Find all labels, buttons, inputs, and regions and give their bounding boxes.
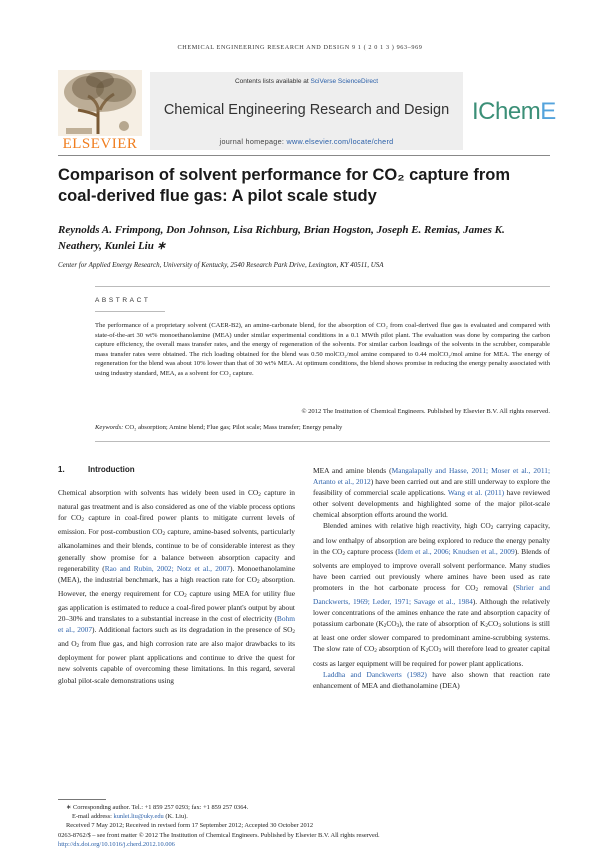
abstract-heading: ABSTRACT: [95, 297, 151, 304]
keywords-list: CO₂ absorption; Amine blend; Flue gas; Pilot scale; Mass transfer; Energy penalty: [123, 424, 343, 431]
citation-link[interactable]: Wang et al. (2011): [447, 488, 505, 498]
body-paragraph-1: Chemical absorption with solvents has widely been used in $CO_2$ capture in natural gas treatment and is also considered as one of the viable process options for $CO_2$ capture in coal-fired power plants to mitigate current levels of emission. For post-combustion $CO_2$ capture, amine-based solvents, particularly alkanolamines and their blends, continue to be of considerable interest as they generally show promise for a balance between absorption capacity and regenerability (Rao and Rubin, 2002; Notz et al., 2007). Monoethanolamine (MEA), the industrial benchmark, has a high reaction rate for $CO_2$ absorption. However, the energy requirement for $CO_2$ capture using MEA for utility flue gas application is estimated to reduce a coal-fired power plant's output by about 20–30% and translates to a substantial increase in the cost of electricity (Bohm et al., 2007). Additional factors such as its degradation in the presence of $SO_2$ and $O_2$ from flue gas, and high corrosion rate are also major drawbacks to its deployment for power plant applications and continue to drive the quest for new solvents capable of overcoming these limitations. In this regard, several global pilot-scale demonstrations using: [58, 488, 296, 685]
citation-link[interactable]: Bohm et al., 2007: [58, 614, 295, 635]
abstract-top-divider: [95, 286, 550, 287]
body-paragraph-2: MEA and amine blends (Mangalapally and Hasse, 2011; Moser et al., 2011; Artanto et al., 2012) have been carried out and are still underway to explore the feasibility of commercial scale applications. Wang et al. (2011) have reviewed other solvent developments and highlighted some of the major pilot-scale chemical absorption efforts around the world.: [313, 466, 550, 520]
sciencedirect-link[interactable]: SciVerse ScienceDirect: [310, 78, 379, 85]
section-heading: [58, 464, 295, 475]
citation-link[interactable]: Rao and Rubin, 2002; Notz et al., 2007: [104, 563, 230, 573]
email-link[interactable]: kunlei.liu@uky.edu: [113, 813, 164, 821]
running-head: CHEMICAL ENGINEERING RESEARCH AND DESIGN 9 1 ( 2 0 1 3 ) 963–969: [177, 44, 423, 51]
elsevier-wordmark: ELSEVIER: [62, 136, 138, 152]
body-paragraph-3: Blended amines with relative high reactivity, high $CO_2$ carrying capacity, and low enthalpy of absorption are being explored to reduce the energy penalty in the $CO_2$ capture process (Idem et al., 2006; Knudsen et al., 2009). Blends of solvents are employed to improve overall solvent performance. Many studies have been carried out previously where amines have been used as rate promoters in the hot carbonate process for $CO_2$ removal (Shrier and Danckwerts, 1969; Leder, 1971; Savage et al., 1984). Although the relatively lower concentrations of the amines enhance the rate and absorption capacity of potassium carbonate $(K_2CO_3)$, the rate of absorption of $K_2CO_3$ solutions is still at least one order slower compared to predominant amine-scrubbing systems. The slow rate of $CO_2$ absorption of $K_2CO_3$ will therefore lead to greater capital costs as larger equipment will be required for power plant applications.: [313, 521, 550, 668]
abstract-heading-rule: [95, 311, 165, 312]
homepage-prefix: journal homepage:: [219, 137, 287, 146]
author-list: Reynolds A. Frimpong, Don Johnson, Lisa Richburg, Brian Hogston, Joseph E. Remias, James K. Neathery, Kunlei Liu ∗: [58, 224, 505, 252]
body-column-left: [58, 464, 295, 686]
issn-line: 0263-8762/$ – see front matter © 2012 The Institution of Chemical Engineers. Published by Elsevier B.V. All rights reserved.: [58, 831, 380, 839]
body-column-right: [313, 465, 550, 691]
ichem-logo-e: E: [540, 98, 556, 125]
corresponding-author-note: ∗ Corresponding author. Tel.: +1 859 257 0293; fax: +1 859 257 0364.: [66, 804, 249, 811]
section-title: Introduction: [88, 465, 135, 474]
citation-link[interactable]: Idem et al., 2006; Knudsen et al., 2009: [397, 546, 515, 556]
masthead-divider: [58, 155, 550, 156]
doi-link[interactable]: http://dx.doi.org/10.1016/j.cherd.2012.10.006: [58, 840, 175, 848]
citation-link[interactable]: Mangalapally and Hasse, 2011; Moser et al., 2011; Artanto et al., 2012: [313, 466, 550, 487]
citation-link[interactable]: Laddha and Danckwerts (1982): [323, 669, 427, 679]
journal-banner: [150, 72, 463, 150]
abstract-bottom-divider: [95, 441, 550, 442]
citation-link[interactable]: Shrier and Danckwerts, 1969; Leder, 1971; Savage et al., 1984: [313, 582, 550, 607]
homepage-line: [150, 137, 463, 146]
journal-title: Chemical Engineering Research and Design: [163, 102, 450, 118]
masthead: [58, 70, 556, 152]
received-dates: Received 7 May 2012; Received in revised form 17 September 2012; Accepted 30 October 2012: [66, 822, 314, 830]
contents-line: [150, 78, 463, 85]
abstract-text: The performance of a proprietary solvent (CAER-B2), an amine-carbonate blend, for the absorption of CO₂ from coal-derived flue gas is evaluated and compared with state-of-the-art 30 wt% monoethanolamine (MEA) under similar experimental conditions in a 0.1 MWth pilot plant. The evaluation was done by comparing the carbon capture efficiency, the overall mass transfer rates, and the energy of regeneration of the solvents. For similar carbon loadings of the solvents in the scrubber, comparable mass transfer rates were obtained. The rich loading obtained for the blend was 0.50 molCO₂/mol amine compared to 0.44 molCO₂/mol amine for MEA. The energy of regeneration for the blend was about 10% lower than that of 30 wt% MEA. At optimum conditions, the blend shows promise in reducing the energy penalty associated with using industry standard, MEA, as a solvent for CO₂ capture.: [95, 322, 550, 377]
email-note: [58, 812, 550, 821]
body-paragraph-4: Laddha and Danckwerts (1982) have also shown that reaction rate enhancement of MEA and diethanolamine (DEA): [313, 669, 550, 690]
email-label: E-mail address:: [72, 813, 114, 821]
keywords-label: Keywords:: [95, 424, 124, 431]
ichem-logo-main: IChem: [472, 98, 541, 125]
homepage-link[interactable]: www.elsevier.com/locate/cherd: [286, 137, 394, 146]
ichem-logo: [472, 98, 556, 126]
elsevier-tree-logo: [58, 70, 142, 152]
footnotes: [58, 803, 550, 849]
keywords: [95, 424, 550, 431]
article-title: Comparison of solvent performance for CO₂ capture from coal-derived flue gas: A pilot scale study: [58, 166, 510, 205]
affiliation: Center for Applied Energy Research, University of Kentucky, 2540 Research Park Drive, Lexington, KY 40511, USA: [58, 261, 384, 269]
contents-prefix: Contents lists available at: [234, 78, 311, 85]
email-suffix: (K. Liu).: [163, 813, 188, 821]
section-number: 1.: [58, 465, 65, 474]
abstract-copyright: © 2012 The Institution of Chemical Engineers. Published by Elsevier B.V. All rights reserved.: [301, 408, 550, 415]
footnote-divider: [58, 799, 106, 800]
